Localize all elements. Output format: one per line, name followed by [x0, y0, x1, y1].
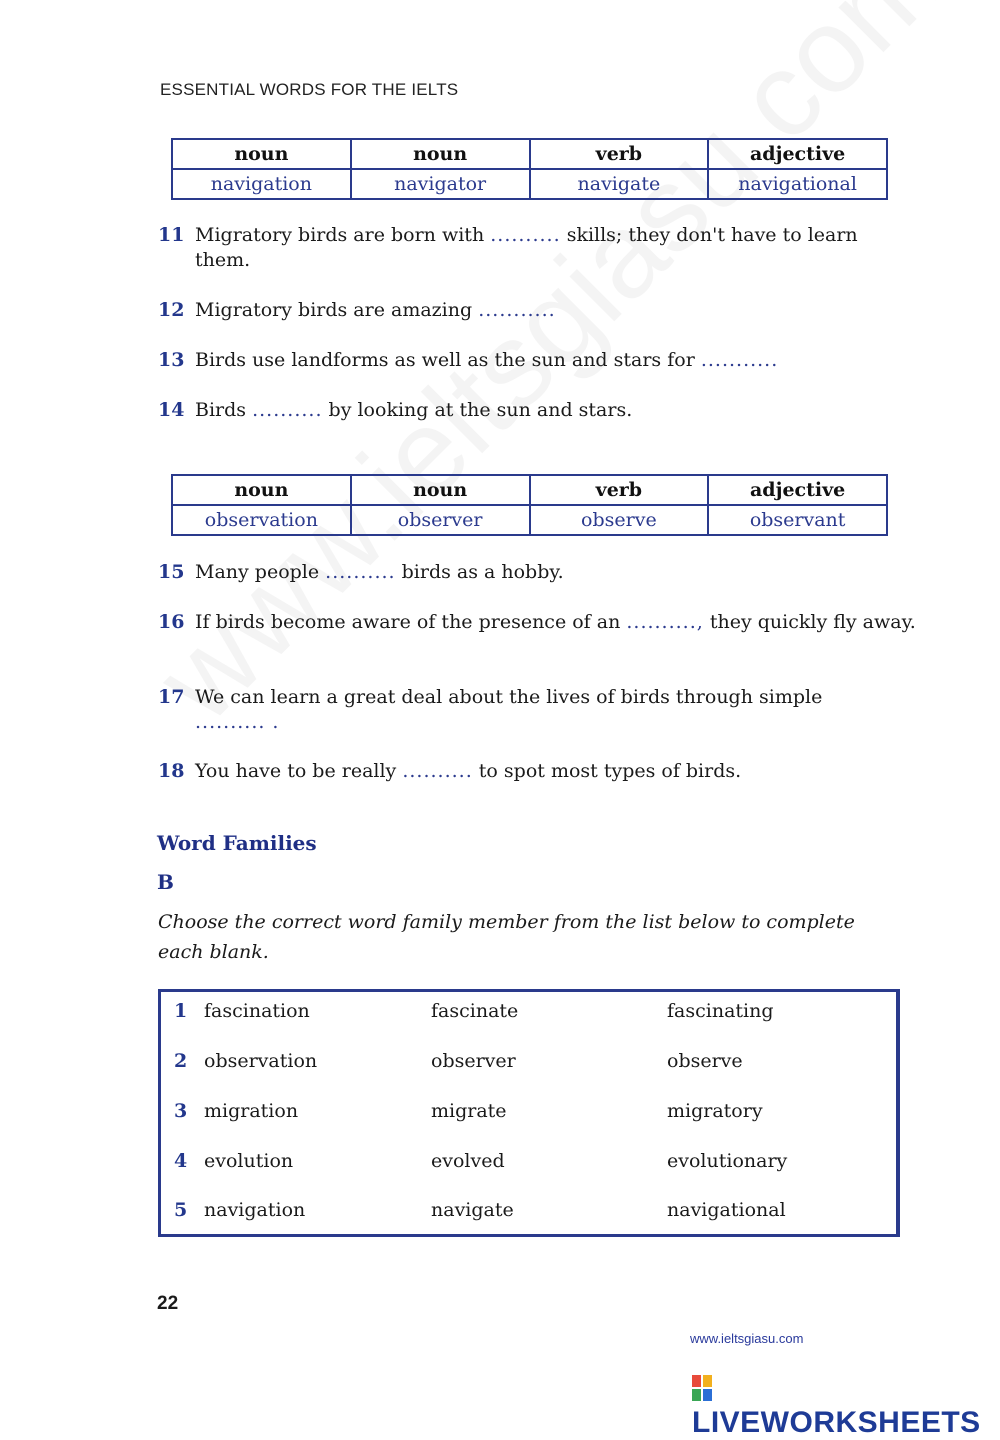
- family-word: navigation: [204, 1199, 306, 1221]
- family-row: [161, 1000, 896, 1030]
- table-cell: observer: [351, 505, 530, 535]
- answer-blank[interactable]: ..........: [490, 224, 561, 246]
- family-number: 5: [174, 1199, 188, 1221]
- exercise-item-15: [158, 560, 918, 585]
- family-word: migrate: [431, 1100, 507, 1122]
- answer-blank[interactable]: ..........: [252, 399, 323, 421]
- item-text-after: they quickly fly away.: [709, 611, 916, 633]
- item-text-before: If birds become aware of the presence of an: [195, 611, 621, 633]
- family-number: 4: [174, 1150, 188, 1172]
- family-word: observe: [667, 1050, 743, 1072]
- exercise-item-13: [158, 348, 918, 373]
- item-number: 17: [158, 686, 185, 708]
- family-word: navigational: [667, 1199, 786, 1221]
- exercise-item-16: [158, 610, 918, 635]
- item-text-before: Birds use landforms as well as the sun and stars for: [195, 349, 695, 371]
- exercise-item-12: [158, 298, 918, 323]
- item-number: 11: [158, 224, 185, 246]
- section-instruction: Choose the correct word family member from the list below to complete each blank.: [158, 911, 855, 963]
- item-number: 15: [158, 561, 185, 583]
- table-header-cell: noun: [172, 139, 351, 169]
- family-word: evolutionary: [667, 1150, 788, 1172]
- table-header-cell: noun: [351, 139, 530, 169]
- table-cell: observe: [530, 505, 709, 535]
- family-word: navigate: [431, 1199, 514, 1221]
- page-header: ESSENTIAL WORDS FOR THE IELTS: [160, 80, 459, 99]
- exercise-item-14: [158, 398, 918, 423]
- item-number: 14: [158, 399, 185, 421]
- exercise-item-18: [158, 759, 918, 784]
- family-word: migration: [204, 1100, 299, 1122]
- table-cell: observation: [172, 505, 351, 535]
- table-header-cell: noun: [351, 475, 530, 505]
- item-number: 16: [158, 611, 185, 633]
- table-header-cell: adjective: [708, 139, 887, 169]
- item-text-after: skills; they don't have to learn them.: [195, 224, 858, 271]
- exercise-item-11: [158, 223, 918, 273]
- item-text-before: We can learn a great deal about the lives of birds through simple: [195, 686, 823, 708]
- family-number: 2: [174, 1050, 188, 1072]
- table-cell: navigation: [172, 169, 351, 199]
- answer-blank[interactable]: ..........: [325, 561, 396, 583]
- family-word: fascinating: [667, 1000, 774, 1022]
- family-row: [161, 1150, 896, 1180]
- item-text-before: You have to be really: [195, 760, 397, 782]
- section-letter: B: [157, 870, 174, 894]
- family-word: fascination: [204, 1000, 310, 1022]
- item-number: 12: [158, 299, 185, 321]
- table-header-cell: noun: [172, 475, 351, 505]
- family-word: evolved: [431, 1150, 505, 1172]
- family-word: observation: [204, 1050, 318, 1072]
- answer-blank[interactable]: ...........: [700, 349, 779, 371]
- family-row: [161, 1199, 896, 1229]
- answer-blank[interactable]: .......... .: [195, 711, 280, 733]
- answer-blank[interactable]: ...........: [478, 299, 556, 321]
- liveworksheets-brand[interactable]: [692, 1372, 1000, 1440]
- table-header-cell: verb: [530, 475, 709, 505]
- item-text-after: to spot most types of birds.: [478, 760, 742, 782]
- item-text-before: Many people: [195, 561, 320, 583]
- item-number: 18: [158, 760, 185, 782]
- family-word: evolution: [204, 1150, 294, 1172]
- family-word: migratory: [667, 1100, 763, 1122]
- exercise-item-17: [158, 685, 918, 735]
- word-form-table-observation: [171, 474, 888, 536]
- word-form-table-navigation: [171, 138, 888, 200]
- item-text-after: birds as a hobby.: [401, 561, 564, 583]
- site-link[interactable]: www.ieltsgiasu.com: [690, 1331, 804, 1346]
- family-word: observer: [431, 1050, 516, 1072]
- table-cell: navigator: [351, 169, 530, 199]
- item-text-before: Birds: [195, 399, 247, 421]
- table-header-cell: adjective: [708, 475, 887, 505]
- family-number: 3: [174, 1100, 188, 1122]
- answer-blank[interactable]: ..........,: [626, 611, 704, 633]
- liveworksheets-logo-icon: [692, 1375, 712, 1401]
- item-text-before: Migratory birds are amazing: [195, 299, 473, 321]
- page-number: 22: [157, 1293, 179, 1314]
- family-number: 1: [174, 1000, 188, 1022]
- table-cell: navigational: [708, 169, 887, 199]
- item-text-before: Migratory birds are born with: [195, 224, 485, 246]
- brand-text: LIVEWORKSHEETS: [692, 1406, 981, 1439]
- family-word: fascinate: [431, 1000, 519, 1022]
- table-header-cell: verb: [530, 139, 709, 169]
- section-title: Word Families: [157, 831, 317, 855]
- answer-blank[interactable]: ..........: [402, 760, 473, 782]
- table-cell: navigate: [530, 169, 709, 199]
- table-cell: observant: [708, 505, 887, 535]
- item-text-after: by looking at the sun and stars.: [328, 399, 633, 421]
- word-families-box: [158, 989, 900, 1237]
- item-number: 13: [158, 349, 185, 371]
- family-row: [161, 1050, 896, 1080]
- watermark: [130, 0, 968, 748]
- family-row: [161, 1100, 896, 1130]
